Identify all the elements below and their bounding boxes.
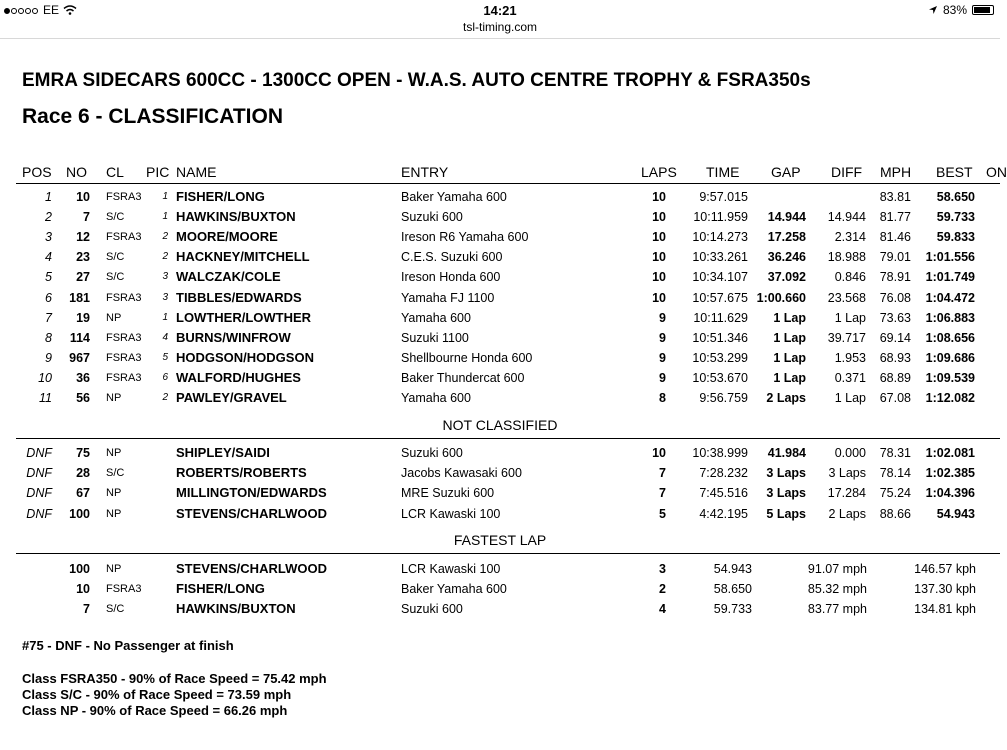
location-arrow-icon [928, 5, 938, 15]
cell-cl: FSRA3 [106, 331, 142, 344]
cell-kph: 137.30 kph [914, 582, 976, 596]
cell-best: 1:04.396 [925, 486, 975, 501]
cell-pic: 5 [162, 351, 168, 363]
cell-laps: 9 [659, 350, 666, 365]
cell-name: WALFORD/HUGHES [176, 369, 301, 385]
cell-entry: Jacobs Kawasaki 600 [401, 466, 522, 481]
table-row [0, 267, 1000, 287]
cell-mph: 85.32 mph [807, 582, 867, 596]
col-extra: ON [986, 164, 1007, 180]
cell-diff: 23.568 [827, 290, 866, 305]
cell-mph: 75.24 [879, 486, 911, 501]
cell-name: WALCZAK/COLE [176, 269, 281, 285]
cell-name: TIBBLES/EDWARDS [176, 289, 302, 305]
status-time: 14:21 [483, 3, 517, 18]
cell-best: 59.733 [936, 210, 975, 225]
cell-diff: 2.314 [834, 230, 866, 245]
cell-no: 100 [69, 562, 90, 576]
cell-best: 1:01.556 [925, 250, 975, 265]
cell-diff: 3 Laps [828, 466, 866, 481]
cell-entry: Suzuki 600 [401, 210, 463, 225]
cell-name: PAWLEY/GRAVEL [176, 390, 287, 405]
cell-mph: 78.14 [879, 466, 911, 481]
cell-name: BURNS/WINFROW [176, 329, 291, 345]
cell-laps: 10 [652, 190, 666, 204]
cell-laps: 10 [652, 270, 666, 285]
status-right [928, 3, 994, 17]
cell-cl: NP [106, 507, 122, 520]
cell-pos: 1 [45, 190, 52, 204]
cell-best: 1:06.883 [925, 310, 975, 325]
cell-cl: NP [106, 311, 122, 324]
cell-time: 4:42.195 [699, 506, 748, 521]
cell-gap: 37.092 [767, 270, 806, 285]
cell-entry: Shellbourne Honda 600 [401, 350, 533, 365]
cell-pos: DNF [26, 466, 52, 481]
cell-pos: 2 [45, 210, 52, 225]
cell-entry: Baker Yamaha 600 [401, 582, 507, 596]
cell-no: 27 [76, 270, 90, 285]
cell-name: FISHER/LONG [176, 189, 265, 204]
speed-note: Class NP - 90% of Race Speed = 66.26 mph [22, 703, 288, 718]
fastest-lap-divider [16, 553, 1000, 554]
cell-best: 1:09.539 [925, 370, 975, 385]
cell-cl: FSRA3 [106, 231, 142, 244]
col-pos: POS [22, 164, 52, 180]
cell-diff: 39.717 [827, 330, 866, 345]
cell-diff: 0.000 [834, 446, 866, 460]
cell-no: 10 [76, 190, 90, 204]
cell-no: 967 [69, 350, 90, 365]
cell-entry: Yamaha FJ 1100 [401, 290, 495, 305]
cell-mph: 79.01 [879, 250, 911, 265]
cell-time: 59.733 [713, 602, 752, 616]
cell-pos: DNF [26, 446, 52, 460]
cell-cl: NP [106, 563, 122, 575]
cell-diff: 1.953 [834, 350, 866, 365]
cell-no: 7 [83, 602, 90, 616]
cell-cl: FSRA3 [106, 351, 142, 364]
cell-pic: 2 [162, 392, 168, 403]
cell-entry: Suzuki 1100 [401, 330, 469, 345]
cell-best: 1:04.472 [925, 290, 975, 305]
cell-cl: FSRA3 [106, 191, 142, 203]
not-classified-divider [16, 438, 1000, 439]
col-time: TIME [706, 164, 740, 180]
cell-diff: 0.371 [834, 370, 866, 385]
cell-best: 1:12.082 [925, 391, 975, 405]
cell-best: 1:01.749 [925, 270, 975, 285]
col-no: NO [66, 164, 87, 180]
cell-entry: C.E.S. Suzuki 600 [401, 250, 503, 265]
cell-mph: 67.08 [879, 391, 911, 405]
cell-pic: 4 [162, 331, 168, 343]
table-row [0, 463, 1000, 483]
col-cl: CL [106, 164, 124, 180]
table-row [0, 348, 1000, 368]
cell-entry: LCR Kawaski 100 [401, 562, 501, 576]
status-bar [0, 0, 1000, 18]
col-pic: PIC [146, 164, 170, 180]
cell-cl: S/C [106, 271, 125, 284]
cell-pos: 5 [45, 270, 52, 285]
cell-time: 10:11.959 [693, 210, 748, 225]
address-bar[interactable]: tsl-timing.com [462, 20, 537, 34]
cell-laps: 9 [659, 310, 666, 325]
cell-best: 54.943 [936, 506, 975, 521]
cell-time: 10:14.273 [692, 230, 748, 245]
cell-cl: NP [106, 487, 122, 500]
cell-time: 7:45.516 [699, 486, 748, 501]
cell-mph: 78.91 [879, 270, 911, 285]
cell-entry: Ireson R6 Yamaha 600 [401, 230, 529, 245]
cell-kph: 146.57 kph [914, 562, 976, 576]
cell-diff: 1 Lap [834, 310, 866, 325]
cell-laps: 10 [652, 230, 666, 245]
table-header [0, 162, 1007, 182]
col-laps: LAPS [641, 164, 677, 180]
cell-laps: 9 [659, 330, 666, 345]
cell-entry: Ireson Honda 600 [401, 270, 501, 285]
cell-pos: 11 [39, 391, 52, 405]
dnf-note: #75 - DNF - No Passenger at finish [22, 638, 234, 653]
cell-mph: 69.14 [879, 330, 911, 345]
cell-gap: 2 Laps [766, 391, 806, 405]
cell-mph: 73.63 [879, 310, 911, 325]
cell-pos: 3 [45, 230, 52, 245]
cell-time: 10:33.261 [692, 250, 748, 265]
cell-mph: 88.66 [879, 506, 911, 521]
cell-cl: FSRA3 [106, 291, 142, 304]
cell-entry: MRE Suzuki 600 [401, 486, 495, 501]
cell-diff: 18.988 [827, 250, 866, 265]
cell-pic: 3 [162, 291, 168, 303]
cell-gap: 41.984 [767, 446, 806, 460]
cell-name: HAWKINS/BUXTON [176, 601, 296, 616]
page-subtitle: Race 6 - CLASSIFICATION [22, 105, 283, 128]
cell-entry: LCR Kawaski 100 [401, 506, 501, 521]
table-row [0, 308, 1000, 328]
speed-note: Class S/C - 90% of Race Speed = 73.59 mph [22, 687, 292, 702]
cell-gap: 17.258 [767, 230, 806, 245]
cell-name: HODGSON/HODGSON [176, 349, 314, 365]
table-row [0, 504, 1000, 524]
cell-time: 10:34.107 [692, 270, 748, 285]
cell-time: 7:28.232 [699, 466, 748, 481]
cell-no: 56 [76, 391, 90, 405]
table-row [0, 247, 1000, 267]
cell-laps: 9 [659, 370, 666, 385]
cell-cl: FSRA3 [106, 583, 142, 595]
cell-no: 36 [76, 370, 90, 385]
cell-pic: 1 [162, 311, 168, 323]
table-row [0, 288, 1000, 308]
cell-pos: DNF [26, 486, 52, 501]
cell-cl: S/C [106, 603, 125, 615]
cell-lap: 3 [659, 562, 666, 576]
cell-name: FISHER/LONG [176, 581, 265, 596]
cell-laps: 10 [652, 446, 666, 460]
cell-diff: 2 Laps [828, 506, 866, 521]
cell-mph: 83.81 [879, 190, 911, 204]
cell-laps: 10 [652, 290, 666, 305]
cell-pos: 7 [45, 310, 52, 325]
cell-gap: 1 Lap [773, 310, 806, 325]
cell-no: 19 [76, 310, 90, 325]
cell-pic: 2 [162, 251, 168, 263]
col-entry: ENTRY [401, 164, 449, 180]
cell-gap: 3 Laps [766, 466, 806, 481]
page-title: EMRA SIDECARS 600CC - 1300CC OPEN - W.A.S. AUTO CENTRE TROPHY & FSRA350s [22, 70, 811, 91]
cell-laps: 7 [659, 466, 666, 481]
cell-mph: 78.31 [879, 446, 911, 460]
cell-diff: 17.284 [827, 486, 866, 501]
cell-mph: 83.77 mph [807, 602, 867, 616]
cell-pos: 8 [45, 330, 52, 345]
cell-gap: 36.246 [767, 250, 806, 265]
table-row [0, 187, 1000, 207]
cell-gap: 1 Lap [773, 350, 806, 365]
cell-name: MILLINGTON/EDWARDS [176, 485, 327, 501]
table-row [0, 559, 1000, 579]
cell-no: 114 [69, 330, 90, 345]
cell-lap: 2 [659, 582, 666, 596]
cell-laps: 5 [659, 506, 666, 521]
cell-no: 23 [76, 250, 90, 265]
cell-laps: 7 [659, 486, 666, 501]
cell-no: 67 [76, 486, 90, 501]
cell-cl: NP [106, 392, 122, 404]
cell-time: 10:53.299 [692, 350, 748, 365]
cell-pic: 1 [162, 191, 168, 202]
cell-cl: NP [106, 447, 122, 459]
table-row [0, 207, 1000, 227]
cell-name: HACKNEY/MITCHELL [176, 249, 310, 265]
table-row [0, 368, 1000, 388]
speed-note: Class FSRA350 - 90% of Race Speed = 75.42 mph [22, 671, 327, 686]
cell-no: 28 [76, 466, 90, 481]
cell-time: 9:56.759 [699, 391, 748, 405]
cell-mph: 91.07 mph [807, 562, 867, 576]
table-row [0, 579, 1000, 599]
cell-best: 1:02.081 [925, 446, 975, 460]
cell-cl: S/C [106, 467, 125, 480]
cell-no: 75 [76, 446, 90, 460]
cell-gap: 1 Lap [773, 370, 806, 385]
cell-gap: 1 Lap [773, 330, 806, 345]
cell-pic: 3 [162, 271, 168, 283]
cell-name: STEVENS/CHARLWOOD [176, 505, 327, 521]
cell-time: 10:11.629 [693, 310, 748, 325]
table-row [0, 388, 1000, 408]
cell-pos: DNF [26, 506, 52, 521]
table-row [0, 599, 1000, 619]
battery-percent: 83% [942, 3, 967, 17]
cell-pic: 6 [162, 371, 168, 383]
battery-icon [972, 5, 994, 15]
cell-laps: 10 [652, 250, 666, 265]
cell-time: 10:53.670 [692, 370, 748, 385]
cell-entry: Yamaha 600 [401, 310, 471, 325]
col-gap: GAP [771, 164, 801, 180]
cell-no: 7 [83, 210, 90, 225]
header-divider [16, 183, 1000, 184]
cell-best: 1:09.686 [925, 350, 975, 365]
cell-mph: 81.77 [879, 210, 911, 225]
cell-best: 1:02.385 [925, 466, 975, 481]
cell-name: LOWTHER/LOWTHER [176, 309, 312, 325]
cell-entry: Baker Thundercat 600 [401, 370, 525, 385]
cell-cl: S/C [106, 211, 125, 224]
cell-mph: 68.93 [879, 350, 911, 365]
cell-time: 10:38.999 [692, 446, 748, 460]
cell-diff: 0.846 [834, 270, 866, 285]
cell-pos: 4 [45, 250, 52, 265]
cell-name: MOORE/MOORE [176, 229, 278, 245]
cell-entry: Yamaha 600 [401, 391, 471, 405]
cell-no: 181 [69, 290, 90, 305]
address-bar-divider [0, 38, 1000, 39]
cell-time: 10:51.346 [692, 330, 748, 345]
cell-pos: 10 [38, 370, 52, 385]
cell-mph: 81.46 [879, 230, 911, 245]
cell-time: 54.943 [713, 562, 752, 576]
cell-time: 9:57.015 [699, 190, 748, 204]
cell-kph: 134.81 kph [914, 602, 976, 616]
cell-no: 10 [76, 582, 90, 596]
col-name: NAME [176, 164, 217, 180]
cell-cl: S/C [106, 251, 125, 264]
cell-laps: 10 [652, 210, 666, 225]
cell-entry: Baker Yamaha 600 [401, 190, 507, 204]
cell-laps: 8 [659, 391, 666, 405]
fastest-lap-heading: FASTEST LAP [453, 532, 547, 548]
cell-time: 10:57.675 [692, 290, 748, 305]
table-row [0, 328, 1000, 348]
cell-best: 1:08.656 [925, 330, 975, 345]
cell-best: 58.650 [936, 190, 975, 204]
cell-no: 100 [69, 506, 90, 521]
cell-name: HAWKINS/BUXTON [176, 209, 296, 225]
cell-best: 59.833 [936, 230, 975, 245]
cell-mph: 76.08 [879, 290, 911, 305]
cell-pic: 2 [162, 231, 168, 243]
cell-diff: 14.944 [827, 210, 866, 225]
cell-pic: 1 [162, 211, 168, 223]
cell-entry: Suzuki 600 [401, 446, 463, 460]
cell-lap: 4 [659, 602, 666, 616]
cell-mph: 68.89 [879, 370, 911, 385]
cell-gap: 14.944 [767, 210, 806, 225]
cell-name: STEVENS/CHARLWOOD [176, 561, 327, 576]
cell-pos: 6 [45, 290, 52, 305]
cell-name: ROBERTS/ROBERTS [176, 465, 307, 481]
cell-name: SHIPLEY/SAIDI [176, 445, 270, 460]
cell-entry: Suzuki 600 [401, 602, 463, 616]
cell-time: 58.650 [713, 582, 752, 596]
not-classified-heading: NOT CLASSIFIED [442, 417, 558, 433]
table-row [0, 443, 1000, 463]
cell-gap: 3 Laps [766, 486, 806, 501]
cell-pos: 9 [45, 350, 52, 365]
col-diff: DIFF [831, 164, 863, 180]
cell-gap: 5 Laps [766, 506, 806, 521]
table-row [0, 483, 1000, 503]
table-row [0, 227, 1000, 247]
col-best: BEST [936, 164, 973, 180]
carrier-label: EE [43, 3, 60, 17]
col-mph: MPH [880, 164, 912, 180]
cell-gap: 1:00.660 [756, 290, 806, 305]
cell-no: 12 [76, 230, 90, 245]
cell-cl: FSRA3 [106, 371, 142, 384]
cell-diff: 1 Lap [834, 391, 866, 405]
